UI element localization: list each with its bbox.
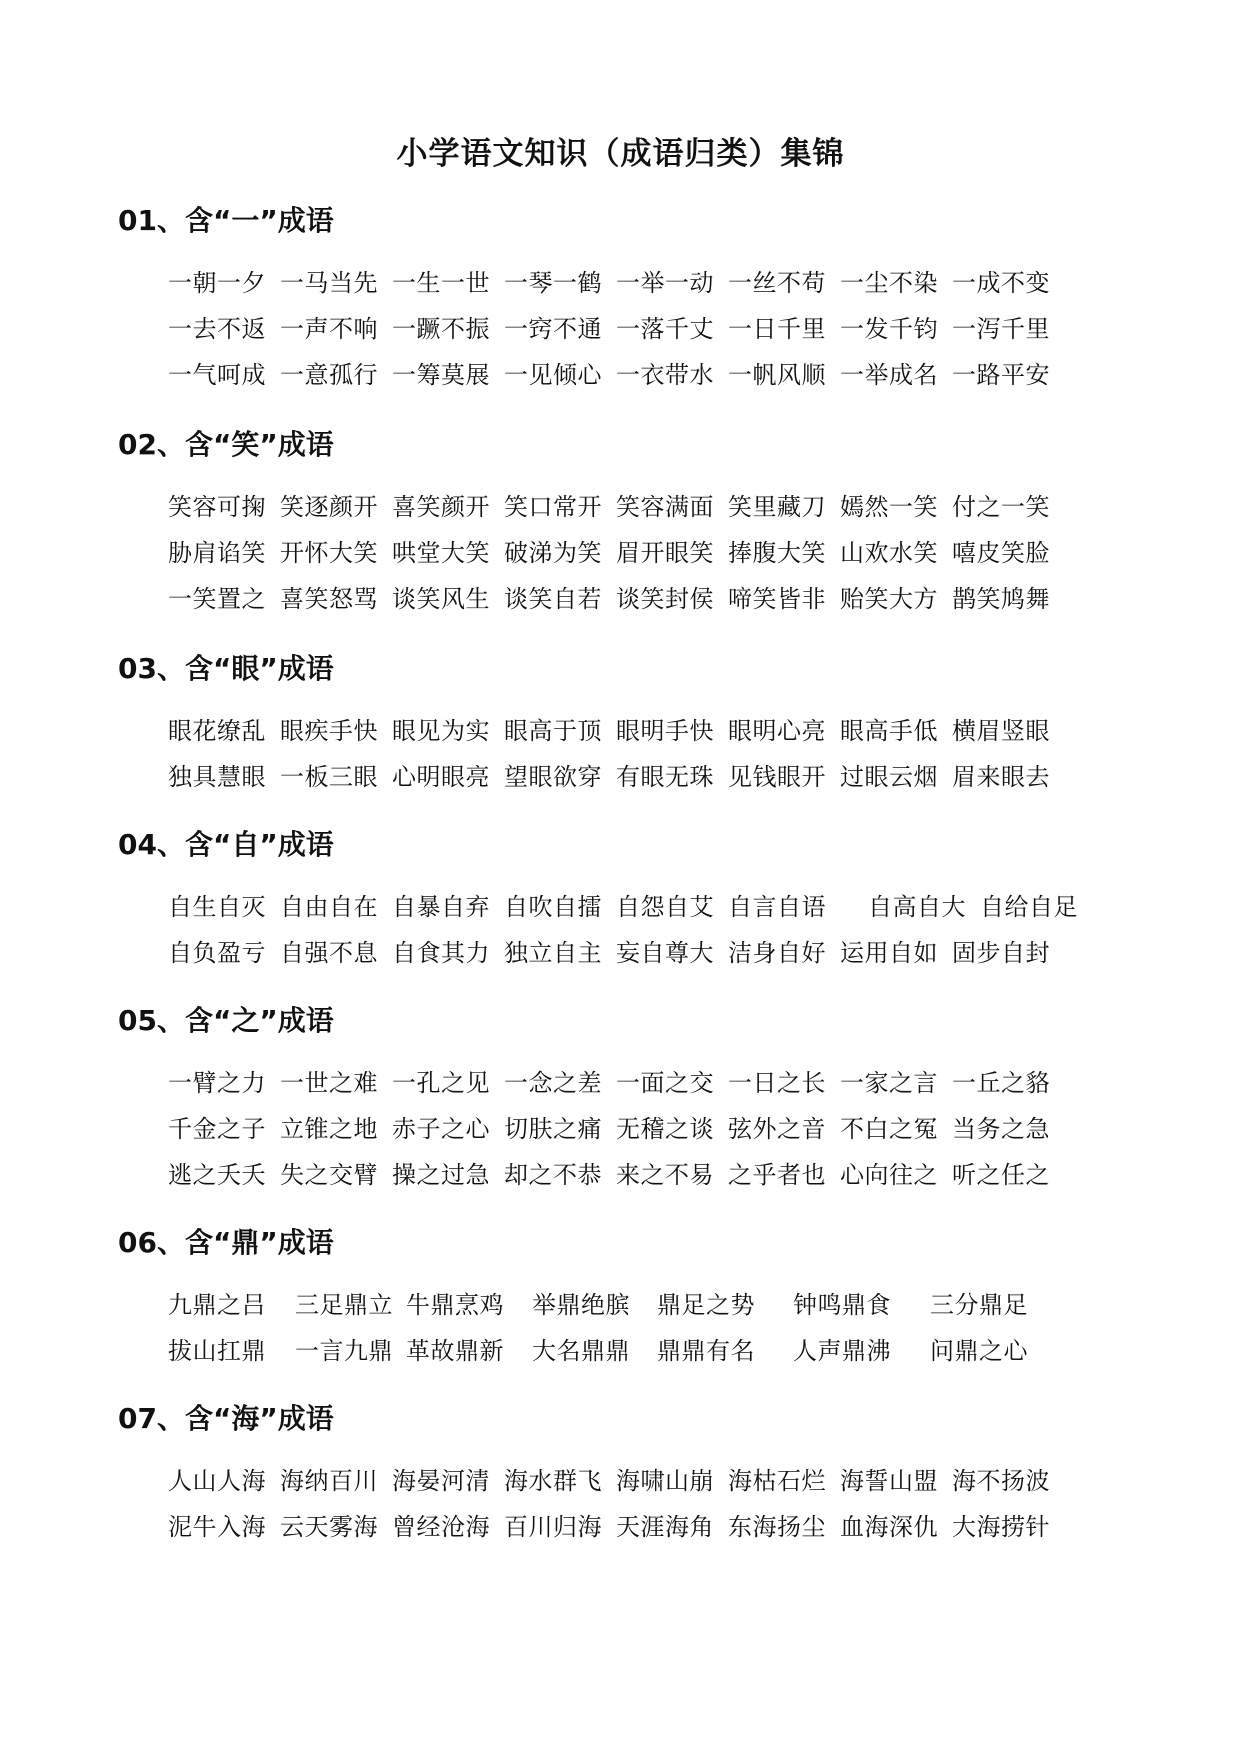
idiom-item: 笑容可掬 [168, 493, 266, 521]
idiom-item: 一臂之力 [168, 1069, 266, 1097]
idiom-item: 固步自封 [952, 939, 1050, 967]
idiom-item: 一琴一鹤 [504, 269, 602, 297]
idiom-item: 嫣然一笑 [840, 493, 938, 521]
idiom-item: 自由自在 [280, 893, 378, 921]
idiom-item: 妄自尊大 [616, 939, 714, 967]
idiom-item: 洁身自好 [728, 939, 826, 967]
section-heading: 06、含“鼎”成语 [118, 1226, 334, 1259]
idiom-item: 笑口常开 [504, 493, 602, 521]
idiom-item: 横眉竖眼 [952, 717, 1050, 745]
idiom-item: 来之不易 [616, 1161, 714, 1189]
idiom-item: 一丝不苟 [728, 269, 826, 297]
idiom-item: 有眼无珠 [616, 763, 714, 791]
idiom-item: 一板三眼 [280, 763, 378, 791]
idiom-item: 一言九鼎 [295, 1337, 393, 1365]
idiom-item: 自暴自弃 [392, 893, 490, 921]
idiom-item: 人声鼎沸 [793, 1337, 891, 1365]
idiom-item: 独立自主 [504, 939, 602, 967]
idiom-item: 自怨自艾 [616, 893, 714, 921]
section-heading: 03、含“眼”成语 [118, 652, 334, 685]
idiom-item: 九鼎之吕 [168, 1291, 266, 1319]
idiom-item: 望眼欲穿 [504, 763, 602, 791]
idiom-item: 一孔之见 [392, 1069, 490, 1097]
idiom-item: 捧腹大笑 [728, 539, 826, 567]
idiom-item: 弦外之音 [728, 1115, 826, 1143]
idiom-item: 海晏河清 [392, 1467, 490, 1495]
idiom-item: 笑里藏刀 [728, 493, 826, 521]
idiom-item: 笑容满面 [616, 493, 714, 521]
idiom-item: 海水群飞 [504, 1467, 602, 1495]
idiom-item: 失之交臂 [280, 1161, 378, 1189]
idiom-item: 一家之言 [840, 1069, 938, 1097]
idiom-item: 谈笑风生 [392, 585, 490, 613]
idiom-item: 革故鼎新 [406, 1337, 504, 1365]
idiom-item: 百川归海 [504, 1513, 602, 1541]
idiom-item: 独具慧眼 [168, 763, 266, 791]
section-heading: 04、含“自”成语 [118, 828, 334, 861]
idiom-item: 破涕为笑 [504, 539, 602, 567]
idiom-item: 自吹自擂 [504, 893, 602, 921]
idiom-item: 谈笑自若 [504, 585, 602, 613]
idiom-item: 问鼎之心 [930, 1337, 1028, 1365]
idiom-item: 海纳百川 [280, 1467, 378, 1495]
idiom-item: 切肤之痛 [504, 1115, 602, 1143]
page-title: 小学语文知识（成语归类）集锦 [396, 136, 845, 172]
idiom-item: 一生一世 [392, 269, 490, 297]
idiom-item: 心明眼亮 [392, 763, 490, 791]
idiom-item: 不白之冤 [840, 1115, 938, 1143]
idiom-item: 泥牛入海 [168, 1513, 266, 1541]
idiom-item: 拔山扛鼎 [168, 1337, 266, 1365]
idiom-item: 一丘之貉 [952, 1069, 1050, 1097]
idiom-item: 嘻皮笑脸 [952, 539, 1050, 567]
idiom-item: 一成不变 [952, 269, 1050, 297]
idiom-item: 自高自大 [868, 893, 966, 921]
section-heading: 05、含“之”成语 [118, 1004, 334, 1037]
idiom-item: 大海捞针 [952, 1513, 1050, 1541]
idiom-item: 哄堂大笑 [392, 539, 490, 567]
idiom-item: 赤子之心 [392, 1115, 490, 1143]
idiom-item: 之乎者也 [728, 1161, 826, 1189]
idiom-item: 一面之交 [616, 1069, 714, 1097]
idiom-item: 东海扬尘 [728, 1513, 826, 1541]
idiom-item: 无稽之谈 [616, 1115, 714, 1143]
idiom-item: 当务之急 [952, 1115, 1050, 1143]
idiom-item: 一尘不染 [840, 269, 938, 297]
idiom-item: 山欢水笑 [840, 539, 938, 567]
idiom-item: 一日之长 [728, 1069, 826, 1097]
idiom-item: 贻笑大方 [840, 585, 938, 613]
idiom-item: 一窍不通 [504, 315, 602, 343]
idiom-item: 一泻千里 [952, 315, 1050, 343]
idiom-item: 三足鼎立 [295, 1291, 393, 1319]
idiom-item: 一衣带水 [616, 361, 714, 389]
idiom-item: 自给自足 [980, 893, 1078, 921]
idiom-item: 人山人海 [168, 1467, 266, 1495]
idiom-item: 一见倾心 [504, 361, 602, 389]
idiom-item: 一意孤行 [280, 361, 378, 389]
idiom-item: 一朝一夕 [168, 269, 266, 297]
idiom-item: 血海深仇 [840, 1513, 938, 1541]
idiom-item: 啼笑皆非 [728, 585, 826, 613]
idiom-item: 眉来眼去 [952, 763, 1050, 791]
idiom-item: 笑逐颜开 [280, 493, 378, 521]
idiom-item: 喜笑怒骂 [280, 585, 378, 613]
idiom-item: 眉开眼笑 [616, 539, 714, 567]
idiom-item: 一念之差 [504, 1069, 602, 1097]
idiom-item: 谈笑封侯 [616, 585, 714, 613]
section-heading: 07、含“海”成语 [118, 1402, 334, 1435]
idiom-item: 一笑置之 [168, 585, 266, 613]
idiom-item: 鹊笑鸠舞 [952, 585, 1050, 613]
idiom-item: 眼明心亮 [728, 717, 826, 745]
idiom-item: 千金之子 [168, 1115, 266, 1143]
idiom-item: 三分鼎足 [930, 1291, 1028, 1319]
idiom-item: 喜笑颜开 [392, 493, 490, 521]
idiom-item: 眼疾手快 [280, 717, 378, 745]
idiom-item: 一举成名 [840, 361, 938, 389]
idiom-item: 眼高手低 [840, 717, 938, 745]
section-heading: 02、含“笑”成语 [118, 428, 334, 461]
idiom-item: 自强不息 [280, 939, 378, 967]
idiom-item: 钟鸣鼎食 [793, 1291, 891, 1319]
idiom-item: 付之一笑 [952, 493, 1050, 521]
idiom-item: 一筹莫展 [392, 361, 490, 389]
idiom-item: 云天雾海 [280, 1513, 378, 1541]
idiom-item: 曾经沧海 [392, 1513, 490, 1541]
idiom-item: 一举一动 [616, 269, 714, 297]
idiom-item: 一蹶不振 [392, 315, 490, 343]
idiom-item: 海誓山盟 [840, 1467, 938, 1495]
idiom-item: 运用自如 [840, 939, 938, 967]
idiom-item: 一声不响 [280, 315, 378, 343]
idiom-item: 见钱眼开 [728, 763, 826, 791]
idiom-item: 自负盈亏 [168, 939, 266, 967]
idiom-item: 海啸山崩 [616, 1467, 714, 1495]
idiom-item: 鼎足之势 [657, 1291, 755, 1319]
idiom-item: 一去不返 [168, 315, 266, 343]
idiom-item: 海枯石烂 [728, 1467, 826, 1495]
idiom-item: 一路平安 [952, 361, 1050, 389]
idiom-item: 心向往之 [840, 1161, 938, 1189]
idiom-item: 操之过急 [392, 1161, 490, 1189]
idiom-item: 大名鼎鼎 [532, 1337, 630, 1365]
idiom-item: 却之不恭 [504, 1161, 602, 1189]
idiom-item: 立锥之地 [280, 1115, 378, 1143]
idiom-item: 海不扬波 [952, 1467, 1050, 1495]
idiom-item: 一帆风顺 [728, 361, 826, 389]
idiom-item: 牛鼎烹鸡 [406, 1291, 504, 1319]
idiom-item: 过眼云烟 [840, 763, 938, 791]
idiom-item: 开怀大笑 [280, 539, 378, 567]
idiom-item: 眼见为实 [392, 717, 490, 745]
idiom-item: 一世之难 [280, 1069, 378, 1097]
idiom-item: 自生自灭 [168, 893, 266, 921]
idiom-item: 一发千钧 [840, 315, 938, 343]
idiom-item: 眼高于顶 [504, 717, 602, 745]
idiom-item: 一马当先 [280, 269, 378, 297]
idiom-item: 逃之夭夭 [168, 1161, 266, 1189]
section-heading: 01、含“一”成语 [118, 204, 334, 237]
idiom-item: 听之任之 [952, 1161, 1050, 1189]
idiom-item: 眼明手快 [616, 717, 714, 745]
idiom-item: 举鼎绝膑 [532, 1291, 630, 1319]
idiom-item: 胁肩谄笑 [168, 539, 266, 567]
idiom-item: 鼎鼎有名 [657, 1337, 755, 1365]
idiom-item: 自言自语 [728, 893, 826, 921]
idiom-item: 一气呵成 [168, 361, 266, 389]
idiom-item: 自食其力 [392, 939, 490, 967]
idiom-item: 一落千丈 [616, 315, 714, 343]
idiom-item: 一日千里 [728, 315, 826, 343]
idiom-item: 天涯海角 [616, 1513, 714, 1541]
idiom-item: 眼花缭乱 [168, 717, 266, 745]
